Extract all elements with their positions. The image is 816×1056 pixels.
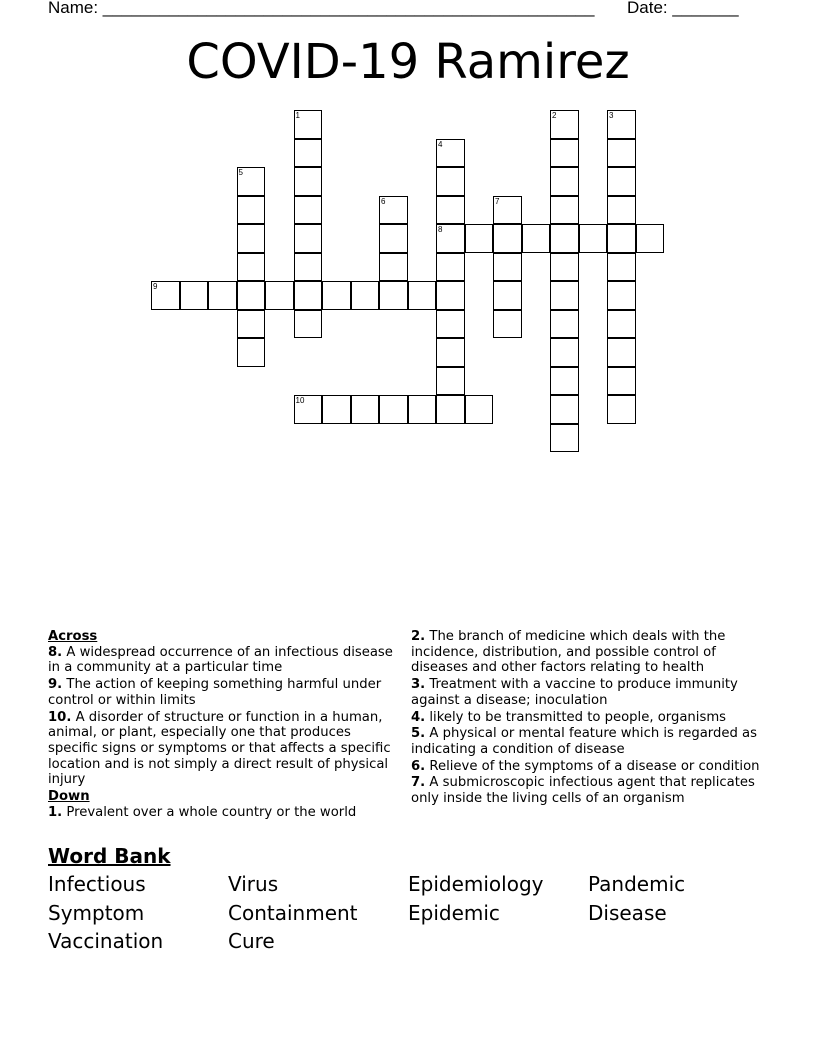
word-bank-word: Symptom bbox=[48, 900, 145, 925]
crossword-cell[interactable] bbox=[607, 167, 636, 196]
crossword-cell[interactable] bbox=[151, 281, 180, 310]
clue-down-2: 2. The branch of medicine which deals with the incidence, distribution, and possible control of diseases and other factors relating to health bbox=[411, 629, 726, 676]
crossword-cell[interactable] bbox=[237, 338, 266, 367]
crossword-cell[interactable] bbox=[636, 224, 665, 253]
crossword-cell[interactable] bbox=[579, 224, 608, 253]
crossword-cell[interactable] bbox=[237, 310, 266, 339]
crossword-cell[interactable] bbox=[550, 196, 579, 225]
clue-down-7: 7. A submicroscopic infectious agent that replicates only inside the living cells of an organism bbox=[411, 775, 755, 807]
word-bank-word: Disease bbox=[588, 900, 667, 925]
word-bank-word: Epidemic bbox=[408, 900, 500, 925]
crossword-cell[interactable] bbox=[379, 253, 408, 282]
crossword-cell[interactable] bbox=[265, 281, 294, 310]
word-bank-word: Vaccination bbox=[48, 929, 164, 953]
clue-across-10: 10. A disorder of structure or function in a human, animal, or plant, especially one that produces specific signs or symptoms or that affects a specific location and is not simply a direct result of physical injury bbox=[48, 709, 391, 788]
crossword-cell[interactable] bbox=[237, 281, 266, 310]
crossword-cell[interactable] bbox=[550, 338, 579, 367]
cell-clue-number: 5 bbox=[238, 168, 243, 177]
crossword-cell[interactable] bbox=[607, 224, 636, 253]
crossword-cell[interactable] bbox=[550, 167, 579, 196]
crossword-cell[interactable] bbox=[493, 310, 522, 339]
crossword-cell[interactable] bbox=[550, 281, 579, 310]
cell-clue-number: 7 bbox=[495, 196, 500, 206]
crossword-cell[interactable] bbox=[322, 395, 351, 424]
crossword-cell[interactable] bbox=[465, 395, 494, 424]
cell-clue-number: 2 bbox=[552, 111, 557, 120]
clue-down-5: 5. A physical or mental feature which is regarded as indicating a condition of disease bbox=[411, 726, 757, 757]
crossword-cell[interactable] bbox=[436, 367, 465, 396]
crossword-cell[interactable] bbox=[408, 281, 437, 310]
crossword-cell[interactable] bbox=[607, 338, 636, 367]
word-bank bbox=[48, 872, 768, 958]
crossword-cell[interactable] bbox=[607, 395, 636, 424]
crossword-cell[interactable] bbox=[294, 253, 323, 282]
name-field-label: Name: ____________________________________________________ bbox=[48, 0, 595, 17]
crossword-cell[interactable] bbox=[550, 310, 579, 339]
word-bank-word: Cure bbox=[228, 929, 275, 953]
crossword-cell[interactable] bbox=[237, 196, 266, 225]
crossword-cell[interactable] bbox=[408, 395, 437, 424]
crossword-cell[interactable] bbox=[294, 224, 323, 253]
crossword-cell[interactable] bbox=[237, 224, 266, 253]
cell-clue-number: 10 bbox=[295, 396, 305, 405]
word-bank-word: Virus bbox=[228, 872, 279, 896]
crossword-cell[interactable] bbox=[294, 395, 323, 424]
cell-clue-number: 1 bbox=[295, 111, 300, 120]
word-bank-word: Epidemiology bbox=[408, 872, 544, 896]
cell-clue-number: 9 bbox=[153, 282, 158, 291]
date-field-label: Date: _______ bbox=[627, 0, 739, 17]
crossword-cell[interactable] bbox=[550, 139, 579, 168]
cell-clue-number: 4 bbox=[438, 139, 443, 149]
crossword-cell[interactable] bbox=[550, 395, 579, 424]
page-title: COVID-19 Ramirez bbox=[186, 34, 630, 90]
crossword-cell[interactable] bbox=[294, 196, 323, 225]
crossword-cell[interactable] bbox=[493, 281, 522, 310]
crossword-cell[interactable] bbox=[294, 310, 323, 339]
crossword-cell[interactable] bbox=[379, 395, 408, 424]
crossword-cell[interactable] bbox=[237, 167, 266, 196]
word-bank-word: Containment bbox=[228, 900, 358, 925]
cell-clue-number: 3 bbox=[609, 111, 614, 120]
clue-across-8: 8. A widespread occurrence of an infectious disease in a community at a particular time bbox=[48, 644, 393, 676]
clues-right-column bbox=[411, 629, 771, 808]
crossword-cell[interactable] bbox=[294, 139, 323, 168]
crossword-cell[interactable] bbox=[550, 253, 579, 282]
crossword-cell[interactable] bbox=[607, 139, 636, 168]
word-bank-title: Word Bank bbox=[48, 844, 171, 868]
crossword-cell[interactable] bbox=[180, 281, 209, 310]
crossword-cell[interactable] bbox=[607, 367, 636, 396]
crossword-cell[interactable] bbox=[607, 110, 636, 139]
crossword-cell[interactable] bbox=[294, 281, 323, 310]
cell-clue-number: 6 bbox=[381, 196, 386, 206]
clue-down-4: 4. likely to be transmitted to people, organisms bbox=[411, 709, 727, 725]
crossword-cell[interactable] bbox=[294, 110, 323, 139]
crossword-cell[interactable] bbox=[493, 224, 522, 253]
crossword-cell[interactable] bbox=[436, 167, 465, 196]
crossword-cell[interactable] bbox=[607, 196, 636, 225]
crossword-cell[interactable] bbox=[436, 196, 465, 225]
crossword-cell[interactable] bbox=[379, 196, 408, 225]
crossword-cell[interactable] bbox=[379, 281, 408, 310]
crossword-cell[interactable] bbox=[351, 281, 380, 310]
crossword-cell[interactable] bbox=[379, 224, 408, 253]
crossword-cell[interactable] bbox=[550, 110, 579, 139]
crossword-cell[interactable] bbox=[436, 281, 465, 310]
crossword-cell[interactable] bbox=[436, 253, 465, 282]
crossword-grid bbox=[0, 0, 816, 470]
crossword-cell[interactable] bbox=[522, 224, 551, 253]
crossword-cell[interactable] bbox=[294, 167, 323, 196]
word-bank-word: Infectious bbox=[48, 872, 146, 896]
crossword-cell[interactable] bbox=[607, 310, 636, 339]
clue-down-6: 6. Relieve of the symptoms of a disease or condition bbox=[411, 758, 760, 774]
crossword-cell[interactable] bbox=[436, 338, 465, 367]
crossword-cell[interactable] bbox=[208, 281, 237, 310]
crossword-cell[interactable] bbox=[465, 224, 494, 253]
crossword-cell[interactable] bbox=[322, 281, 351, 310]
clue-across-9: 9. The action of keeping something harmful under control or within limits bbox=[48, 677, 382, 708]
word-bank-word: Pandemic bbox=[588, 872, 686, 896]
clue-down-3: 3. Treatment with a vaccine to produce immunity against a disease; inoculation bbox=[411, 677, 738, 708]
across-heading: Across bbox=[48, 629, 98, 644]
clues-left-column bbox=[48, 629, 402, 821]
crossword-cell[interactable] bbox=[436, 395, 465, 424]
crossword-cell[interactable] bbox=[436, 224, 465, 253]
crossword-cell[interactable] bbox=[436, 310, 465, 339]
crossword-cell[interactable] bbox=[550, 224, 579, 253]
crossword-cell[interactable] bbox=[436, 139, 465, 168]
crossword-cell[interactable] bbox=[493, 253, 522, 282]
clue-down-1: 1. Prevalent over a whole country or the world bbox=[48, 804, 357, 820]
crossword-cell[interactable] bbox=[237, 253, 266, 282]
crossword-cell[interactable] bbox=[493, 196, 522, 225]
cell-clue-number: 8 bbox=[438, 225, 443, 234]
crossword-cell[interactable] bbox=[351, 395, 380, 424]
crossword-cell[interactable] bbox=[550, 367, 579, 396]
down-heading: Down bbox=[48, 789, 90, 805]
crossword-cell[interactable] bbox=[607, 281, 636, 310]
crossword-cell[interactable] bbox=[607, 253, 636, 282]
crossword-cell[interactable] bbox=[550, 424, 579, 453]
